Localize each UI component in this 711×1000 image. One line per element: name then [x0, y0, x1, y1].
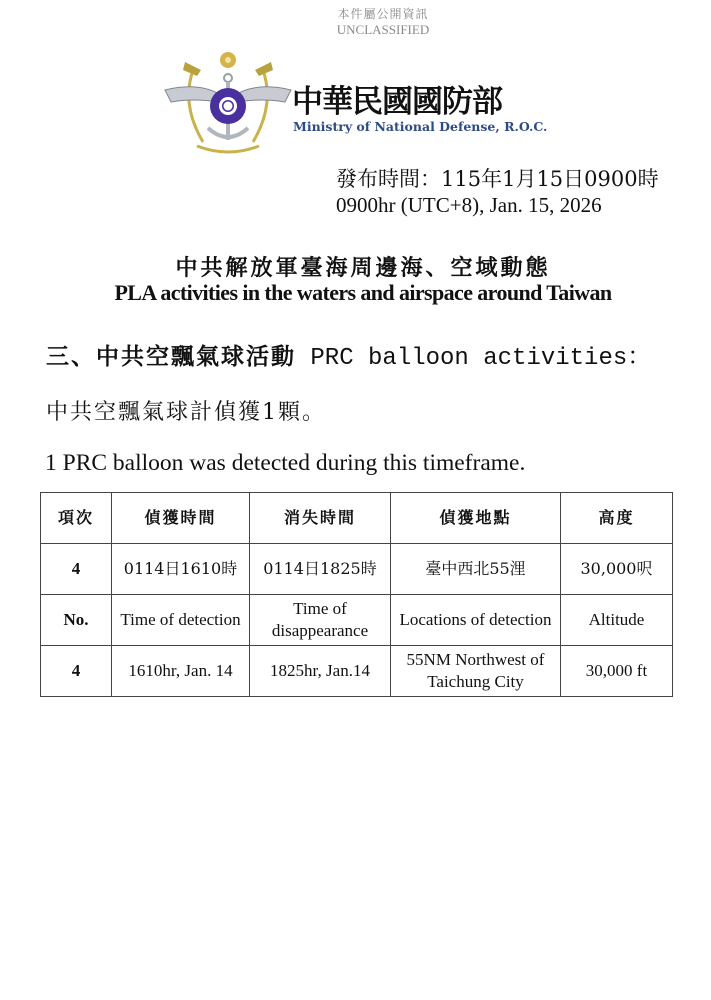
table-row-en [41, 646, 673, 697]
classification-en: UNCLASSIFIED [336, 22, 430, 37]
release-time-en: 0900hr (UTC+8), Jan. 15, 2026 [336, 193, 602, 217]
mnd-emblem-icon [163, 50, 293, 156]
table-cell: 30,000呎 [561, 544, 673, 595]
table-header-cell: Time of detection [112, 595, 250, 646]
balloon-activity-table [40, 492, 673, 697]
table-header-cell: Altitude [561, 595, 673, 646]
table-cell: 55NM Northwest of Taichung City [391, 646, 561, 697]
table-cell: 30,000 ft [561, 646, 673, 697]
table-header-cell: 高度 [561, 493, 673, 544]
org-name-en: Ministry of National Defense, R.O.C. [293, 119, 548, 134]
release-time-zh: 發布時間：115年1月15日0900時 [336, 167, 659, 191]
table-header-row-zh [41, 493, 673, 544]
classification-zh: 本件屬公開資訊 [337, 7, 429, 21]
table-header-cell: 偵獲地點 [391, 493, 561, 544]
table-cell: 1825hr, Jan.14 [250, 646, 391, 697]
table-cell: 4 [41, 544, 112, 595]
table-header-cell: 消失時間 [250, 493, 391, 544]
table-header-cell: 偵獲時間 [112, 493, 250, 544]
table-header-cell: 項次 [41, 493, 112, 544]
table-cell: 1610hr, Jan. 14 [112, 646, 250, 697]
document-title-en: PLA activities in the waters and airspace around Taiwan [114, 280, 612, 305]
table-cell: 0114日1610時 [112, 544, 250, 595]
section-heading-zh: 三、中共空飄氣球活動 [46, 343, 296, 370]
table-header-cell: Locations of detection [391, 595, 561, 646]
table-header-cell: Time of disappearance [250, 595, 391, 646]
table-row-zh [41, 544, 673, 595]
summary-en: 1 PRC balloon was detected during this timeframe. [45, 450, 526, 476]
section-heading-en: PRC balloon activities： [296, 345, 652, 372]
section-heading [46, 336, 651, 372]
table-header-cell: No. [41, 595, 112, 646]
table-header-row-en [41, 595, 673, 646]
table-cell: 臺中西北55浬 [391, 544, 561, 595]
table-cell: 4 [41, 646, 112, 697]
table-cell: 0114日1825時 [250, 544, 391, 595]
summary-zh: 中共空飄氣球計偵獲1顆。 [46, 400, 326, 425]
document-title-zh: 中共解放軍臺海周邊海、空域動態 [175, 255, 551, 281]
org-name-zh: 中華民國國防部 [292, 84, 502, 120]
